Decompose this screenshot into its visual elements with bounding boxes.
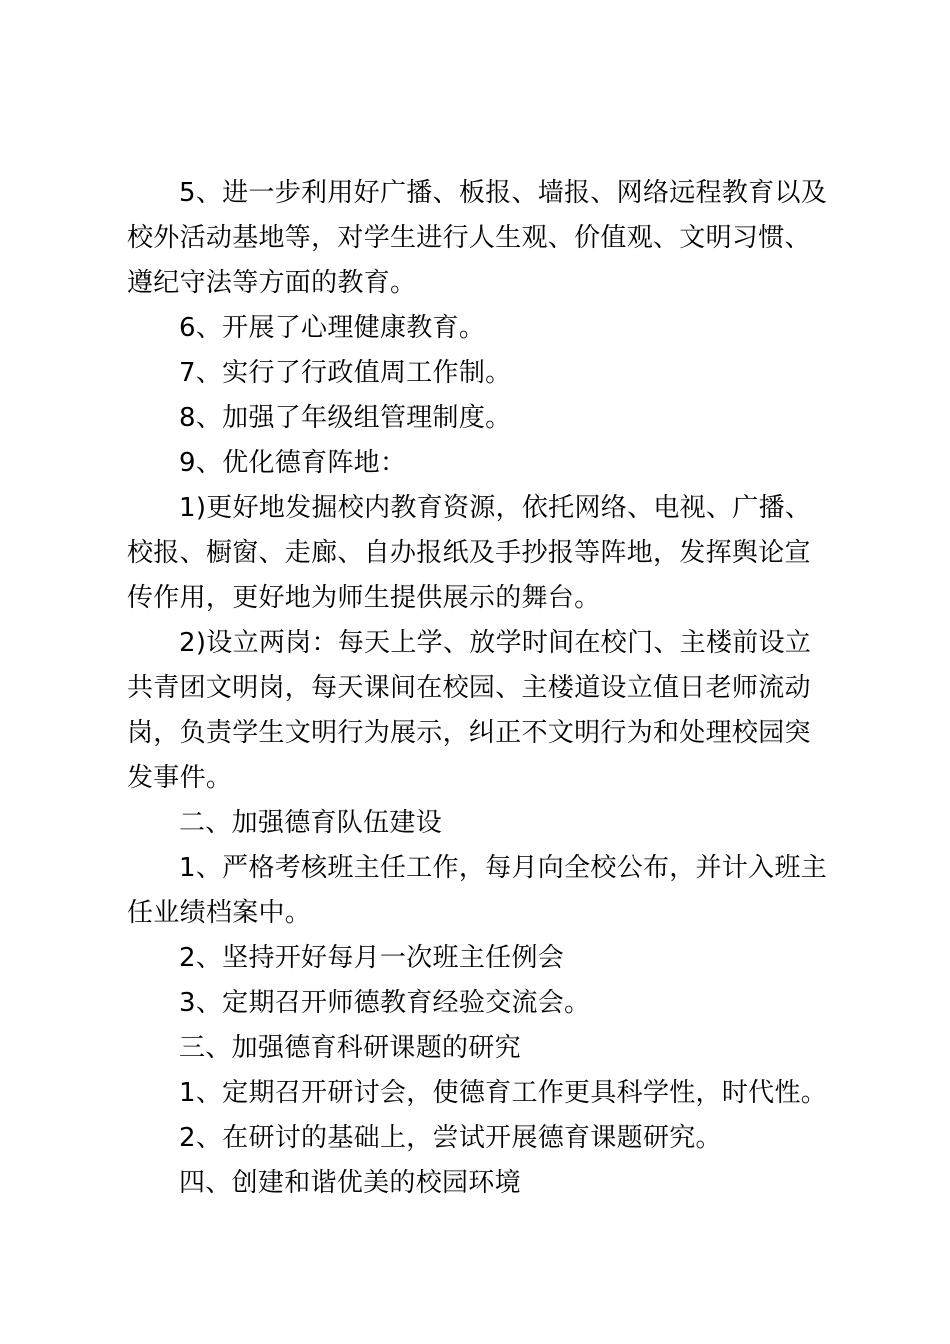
paragraph-item-8-grade-management: 8、加强了年级组管理制度。 [179,403,512,433]
paragraph-section2-item-3: 3、定期召开师德教育经验交流会。 [179,988,591,1018]
paragraph-subitem-2-two-posts: 2)设立两岗：每天上学、放学时间在校门、主楼前设立共青团文明岗，每天课间在校园、主楼道设立值日老师流动岗，负责学生文明行为展示，纠正不文明行为和处理校园突发事件。 [127,628,812,793]
paragraph-section3-item-1: 1、定期召开研讨会，使德育工作更具科学性，时代性。 [179,1078,828,1108]
document-body [127,171,835,1206]
section-heading-4: 四、创建和谐优美的校园环境 [179,1168,521,1198]
paragraph-section2-item-1: 1、严格考核班主任工作，每月向全校公布，并计入班主任业绩档案中。 [127,853,828,928]
paragraph-subitem-1-resources: 1)更好地发掘校内教育资源，依托网络、电视、广播、校报、橱窗、走廊、自办报纸及手抄报等阵地，发挥舆论宣传作用，更好地为师生提供展示的舞台。 [127,493,812,613]
paragraph-item-6-mental-health: 6、开展了心理健康教育。 [179,313,486,343]
paragraph-section3-item-2: 2、在研讨的基础上，尝试开展德育课题研究。 [179,1123,722,1153]
paragraph-item-7-weekly-duty: 7、实行了行政值周工作制。 [179,358,512,388]
section-heading-3: 三、加强德育科研课题的研究 [179,1033,521,1063]
section-heading-2: 二、加强德育队伍建设 [179,808,443,838]
paragraph-item-5-media-education: 5、进一步利用好广播、板报、墙报、网络远程教育以及校外活动基地等，对学生进行人生观、价值观、文明习惯、遵纪守法等方面的教育。 [127,178,828,298]
paragraph-item-9-optimize-positions: 9、优化德育阵地： [179,448,407,478]
paragraph-section2-item-2: 2、坚持开好每月一次班主任例会 [179,943,565,973]
